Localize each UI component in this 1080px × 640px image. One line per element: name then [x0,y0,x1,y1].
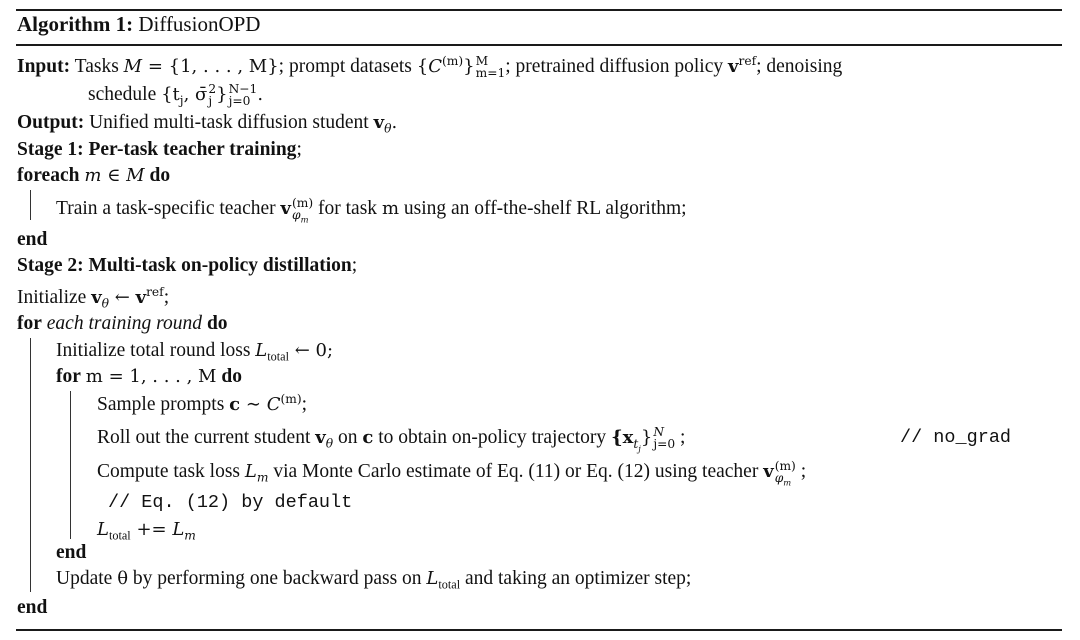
train-teacher-text: Train a task-specific teacher [56,198,276,220]
end-for-m: end [56,542,87,563]
init-student-math: $v_\theta$ ← $v^{ref}$ [91,285,164,311]
no-grad-comment: // no_grad [900,427,1012,448]
algorithm-name: DiffusionOPD [138,12,261,36]
stage2-heading: Stage 2: Multi-task on-policy distillation [17,255,352,276]
rollout-line: Roll out the current student $v_\theta$ on c to obtain on-policy trajectory $\{x_{t_j}\}$ N j=0 ; [97,425,686,454]
input-line [17,55,842,79]
end-foreach: end [17,229,48,250]
title-rule [16,44,1062,46]
for-round-block-bar [30,338,31,592]
input-line-2 [88,83,263,107]
student-math: $v_\theta$. [373,112,398,136]
foreach-keyword: foreach [17,165,80,186]
output-line [17,111,397,135]
for-keyword: for [56,366,81,387]
stage1-line: Stage 1: Per-task teacher training; [17,139,302,160]
for-m-block-bar [70,391,71,539]
input-text-datasets: ; prompt datasets [278,56,412,78]
foreach-line [17,164,170,188]
accumulate-line [97,518,196,542]
total-loss-math: $L_{total}$ [426,568,461,592]
for-keyword: for [17,313,42,334]
stage1-heading: Stage 1: Per-task teacher training [17,139,297,160]
for-round-line [17,312,228,336]
sample-line: Sample prompts c ∼ $C^{(m)}$; [97,392,308,415]
do-keyword: do [149,165,171,186]
input-keyword: Input: [17,56,71,78]
do-keyword: do [206,313,228,334]
do-keyword: do [221,366,242,387]
foreach-condition: m ∈ M [84,165,145,186]
input-text-policy: ; pretrained diffusion policy [505,56,724,78]
default-eq-comment: // Eq. (12) by default [108,492,353,513]
ref-policy-math: $v^{ref}$ [728,54,757,78]
init-loss-math: $L_{total}$ ← 0; [255,340,334,364]
foreach-block-bar [30,190,31,220]
algorithm-title [17,12,260,37]
accumulate-math: $L_{total} += L_m$ [97,519,196,543]
compute-loss-line: Compute task loss $L_m$ via Monte Carlo estimate of Eq. (11) or Eq. (12) using teacher v (m) $\varphi_m$ ; [97,459,807,488]
init-loss-line: Initialize total round loss $L_{total}$ ← 0; [56,340,334,364]
student-math: $v_\theta$ [315,427,334,451]
end-for-round: end [17,597,48,618]
sample-math: c ∼ $C^{(m)}$ [229,392,302,415]
for-round-condition: each training round [46,313,203,334]
trajectory-math: $\{x_{t_j}\}$ N j=0 [611,425,676,454]
input-text-denoising: ; denoising [756,56,843,78]
stage2-line: Stage 2: Multi-task on-policy distillation; [17,255,358,276]
tasks-set-math: M = {1, . . . , M} [123,56,279,78]
datasets-math: $\{C^{(m)}\}$ M m=1 [416,54,506,81]
task-loss-math: $L_m$ [244,461,269,485]
output-text: Unified multi-task diffusion student [89,112,369,133]
teacher-math: v (m) $\varphi_m$ [280,196,314,225]
schedule-math: {$t_j$, σ̄ 2 j } N−1 j=0 . [161,82,264,109]
train-teacher-line: Train a task-specific teacher v (m) $\varphi_m$ for task m using an off-the-shelf RL algorithm; [56,196,687,225]
algorithm-label: Algorithm 1: [17,12,134,36]
for-m-line [56,365,242,389]
init-student-line: Initialize $v_\theta$ ← $v^{ref}$; [17,285,170,311]
teacher-math: v (m) $\varphi_m$ [763,459,796,488]
input-text-schedule: schedule [88,84,157,106]
top-rule [16,9,1062,11]
input-text-tasks: Tasks [74,56,119,78]
update-line: Update θ by performing one backward pass on $L_{total}$ and taking an optimizer step; [56,568,692,592]
bottom-rule [16,629,1062,631]
output-keyword: Output: [17,112,85,133]
for-m-condition: m = 1, . . . , M [85,366,217,387]
